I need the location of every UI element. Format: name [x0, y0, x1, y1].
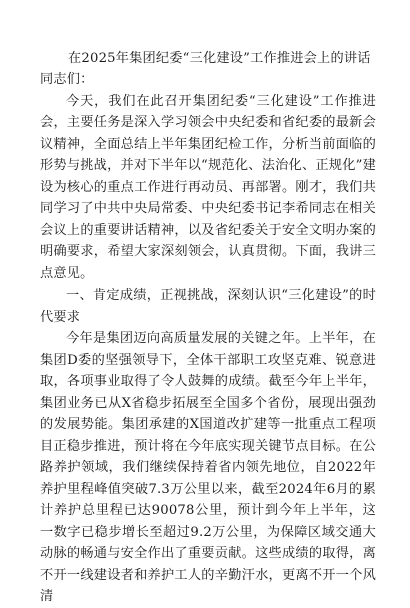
body-paragraph: 今年是集团迈向高质量发展的关键之年。上半年，在集团D委的坚强领导下，全体干部职工攻坚克难、锐意进取，各项事业取得了令人鼓舞的成绩。截至今年上半年，集团业务已从X省稳步拓展至全国多个省份，展现出强劲的发展势能。集团承建的X国道改扩建等一批重点工程项目正稳步推进，预计将在今年底实现关键节点目标。在公路养护领域，我们继续保持着省内领先地位，自2022年养护里程峰值突破7.3万公里以来，截至2024年6月的累计养护总里程已达90078公里，预计到今年上半年，这一数字已稳步增长至超过9.2万公里，为保障区域交通大动脉的畅通与安全作出了重要贡献。这些成绩的取得，离不开一线建设者和养护工人的辛勤汗水，更离不开一个风清 [40, 331, 376, 604]
opening-paragraph: 今天，我们在此召开集团纪委“三化建设”工作推进会，主要任务是深入学习领会中央纪委和省纪委的最新会议精神，全面总结上半年集团纪检工作，分析当前面临的形势与挑战，并对下半年以“规范化、法治化、正规化”建设为核心的重点工作进行再动员、再部署。刚才，我们共同学习了中共中央局常委、中央纪委书记李希同志在相关会议上的重要讲话精神，以及省纪委关于安全文明办案的明确要求，希望大家深刻领会，认真贯彻。下面，我讲三点意见。 [40, 93, 376, 281]
section-heading: 一、肯定成绩，正视挑战，深刻认识“三化建设”的时代要求 [40, 288, 376, 325]
salutation: 同志们： [40, 72, 94, 87]
document-title: 在2025年集团纪委“三化建设”工作推进会上的讲话 [68, 51, 371, 66]
